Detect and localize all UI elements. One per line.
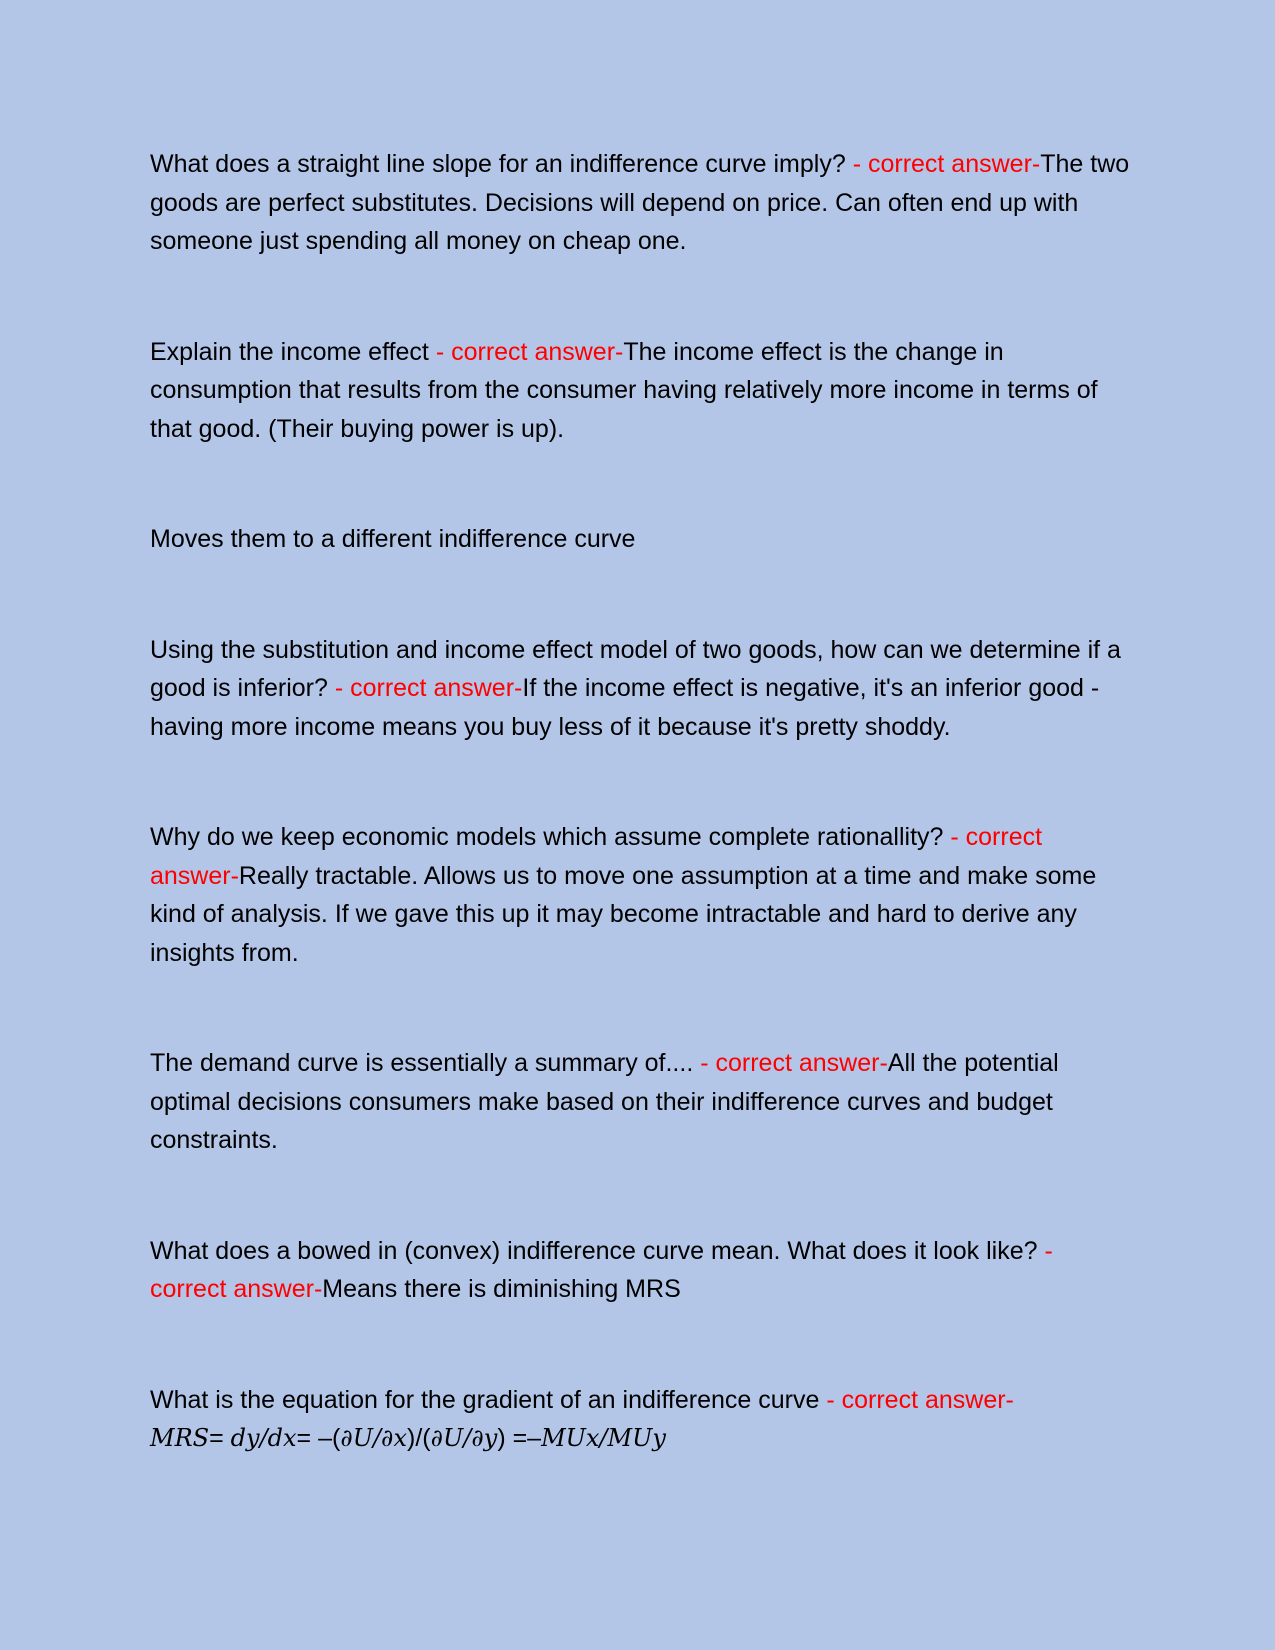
question-text: Why do we keep economic models which assume complete rationallity? <box>150 823 951 851</box>
question-text: Using the substitution and income effect model of two goods, how can we determine if a good is inferior? <box>150 635 1121 702</box>
correct-answer-marker: - correct answer- <box>150 1236 1053 1303</box>
qa-item-1 <box>150 145 1135 261</box>
qa-item-5 <box>150 1044 1135 1160</box>
qa-item-2 <box>150 333 1135 449</box>
qa-item-6 <box>150 1232 1135 1309</box>
correct-answer-marker: - correct answer- <box>700 1049 888 1077</box>
document-page <box>150 145 1135 1530</box>
standalone-paragraph <box>150 520 1135 559</box>
equation-mux-muy: MUx/MUy <box>541 1424 666 1452</box>
gradient-equation <box>150 1424 666 1452</box>
equation-part: = –( <box>296 1424 341 1452</box>
answer-text: Really tractable. Allows us to move one assumption at a time and make some kind of analysis. If we gave this up it may become intractable and hard to derive any insights from. <box>150 861 1097 967</box>
answer-text: Means there is diminishing MRS <box>322 1275 681 1303</box>
answer-text: If the income effect is negative, it's an inferior good - having more income means you buy less of it because it's pretty shoddy. <box>150 674 1100 741</box>
equation-dudy: ∂U/∂y <box>430 1424 498 1452</box>
answer-text: The two goods are perfect substitutes. Decisions will depend on price. Can often end up with someone just spending all money on cheap one. <box>150 150 1130 255</box>
correct-answer-marker: - correct answer- <box>826 1385 1014 1414</box>
correct-answer-marker: - correct answer- <box>852 150 1041 178</box>
correct-answer-marker: - correct answer- <box>435 337 624 366</box>
answer-text: The income effect is the change in consumption that results from the consumer having relatively more income in terms of that good. (Their buying power is up). <box>150 337 1098 443</box>
question-text: What does a straight line slope for an indifference curve imply? <box>150 150 853 178</box>
equation-part: )/( <box>407 1424 431 1452</box>
qa-item-3 <box>150 631 1135 747</box>
qa-item-4 <box>150 818 1135 972</box>
equation-dydx: dy/dx <box>230 1424 297 1452</box>
question-text: What does a bowed in (convex) indifference curve mean. What does it look like? <box>150 1236 1045 1265</box>
answer-text: All the potential optimal decisions consumers make based on their indifference curves and budget constraints. <box>150 1049 1059 1154</box>
equation-mrs: MRS <box>150 1424 210 1452</box>
equation-part: ) =– <box>497 1424 542 1452</box>
question-text: Explain the income effect <box>150 337 436 366</box>
qa-item-7 <box>150 1381 1135 1458</box>
question-text: The demand curve is essentially a summary of.... <box>150 1049 701 1077</box>
correct-answer-marker: - correct answer- <box>150 823 1043 890</box>
paragraph-text: Moves them to a different indifference curve <box>150 525 636 553</box>
equation-part: = <box>209 1424 231 1452</box>
equation-dudx: ∂U/∂x <box>340 1424 407 1452</box>
question-text: What is the equation for the gradient of an indifference curve <box>150 1385 827 1414</box>
correct-answer-marker: - correct answer- <box>334 674 523 702</box>
